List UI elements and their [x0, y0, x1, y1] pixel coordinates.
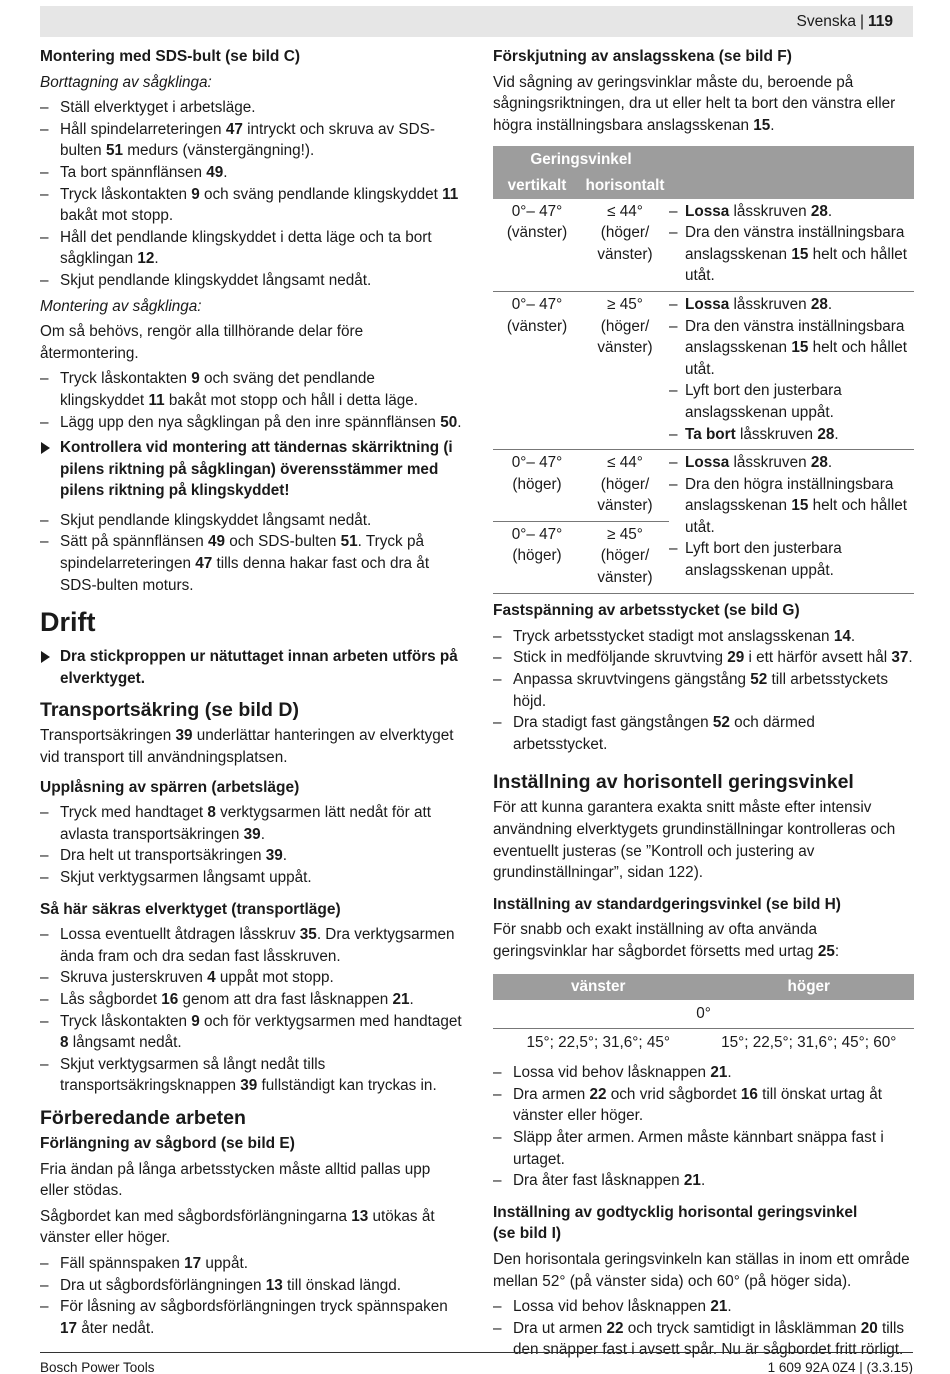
fence-heading: Förskjutning av anslagsskena (se bild F) — [493, 48, 792, 65]
list-item: – Ta bort låsskruven 28. — [669, 424, 914, 446]
vertical-side: (höger) — [512, 547, 562, 565]
list-item: – Dra helt ut transportsäkringen 39. — [40, 845, 462, 867]
horizontal-side: (höger/ — [600, 475, 650, 493]
list-item: – Skjut verktygsarmen långsamt uppåt. — [40, 867, 462, 889]
page-header — [40, 6, 913, 37]
ext-text-2: Sågbordet kan med sågbordsförlängningarna 13 utökas åt vänster eller höger. — [40, 1207, 435, 1247]
horizontal-side: (höger/ — [600, 317, 650, 335]
horizontal-side-2: vänster) — [597, 339, 653, 357]
language-label: Svenska — [796, 13, 856, 30]
any-heading-line-2: (se bild I) — [493, 1225, 562, 1243]
list-item: – Tryck låskontakten 9 och sväng det pendlande klingskyddet 11 bakåt mot stopp och håll i detta läge. — [40, 368, 462, 411]
ext-list — [40, 1253, 462, 1339]
mitre-group-header: Geringsvinkel — [493, 146, 669, 173]
list-item: – Dra armen 22 och vrid sågbordet 16 till önskat urtag åt vänster eller höger. — [493, 1084, 913, 1127]
list-item: – Skruva justerskruven 4 uppåt mot stopp. — [40, 967, 462, 989]
horizontal-angle: ≥ 45° — [607, 525, 643, 543]
list-item: – Lossa vid behov låsknappen 21. — [493, 1062, 913, 1084]
std-col-right: höger — [704, 974, 915, 1000]
footer-brand: Bosch Power Tools — [40, 1360, 155, 1374]
mitre-table — [493, 146, 914, 594]
list-item: – Släpp åter armen. Armen måste kännbart snäppa fast i urtaget. — [493, 1127, 913, 1170]
clamp-list — [493, 626, 913, 756]
list-item: – Tryck med handtaget 8 verktygsarmen lätt nedåt för att avlasta transportsäkringen 39. — [40, 802, 462, 845]
horiz-text: För att kunna garantera exakta snitt måste efter intensiv användning elverktygets grundinställningar kontrolleras och eventuellt justeras (se ”Kontroll och justering av grundinställningar”, sidan 122). — [493, 799, 896, 882]
list-item: – Lägg upp den nya sågklingan på den inre spännflänsen 50. — [40, 412, 462, 434]
vertical-angle: 0°– 47° — [511, 525, 563, 543]
list-item: – Fäll spännspaken 17 uppåt. — [40, 1253, 462, 1275]
vertical-side: (höger) — [512, 475, 562, 493]
mount-subtitle: Montering av sågklinga: — [40, 297, 202, 315]
list-item: – Lossa låsskruven 28. — [669, 452, 914, 474]
list-item: – Dra åter fast låsknappen 21. — [493, 1170, 913, 1192]
transport-heading: Transportsäkring (se bild D) — [40, 699, 299, 722]
list-item: – Tryck arbetsstycket stadigt mot anslagsskenan 14. — [493, 626, 913, 648]
transport-text: Transportsäkringen 39 underlättar hanteringen av elverktyget vid transport till användningsplatsen. — [40, 727, 454, 767]
col-action-header — [669, 173, 914, 199]
horizontal-side-2: vänster) — [597, 569, 653, 587]
secure-list — [40, 924, 462, 1097]
row-actions — [669, 201, 914, 287]
table-row — [493, 450, 914, 522]
vertical-angle: 0°– 47° — [511, 202, 563, 220]
clamp-heading: Fastspänning av arbetsstycket (se bild G) — [493, 602, 800, 620]
ext-text-1: Fria ändan på långa arbetsstycken måste alltid pallas upp eller stödas. — [40, 1160, 431, 1200]
mount-list — [40, 368, 462, 433]
right-column — [493, 46, 913, 1361]
list-item: – Stick in medföljande skruvtving 29 i ett härför avsett hål 37. — [493, 647, 913, 669]
table-bottom-rule — [493, 593, 914, 594]
drift-warning — [40, 646, 462, 689]
removal-subtitle: Borttagning av sågklinga: — [40, 73, 212, 91]
std-left-values: 15°; 22,5°; 31,6°; 45° — [493, 1028, 704, 1056]
std-heading: Inställning av standardgeringsvinkel (se bild H) — [493, 895, 841, 913]
warning-triangle-icon — [41, 442, 50, 454]
footer-doc-id: 1 609 92A 0Z4 | (3.3.15) — [767, 1360, 913, 1374]
row-actions — [669, 452, 914, 582]
list-item: – Lossa låsskruven 28. — [669, 294, 914, 316]
horizontal-side: (höger/ — [600, 547, 650, 565]
vertical-angle: 0°– 47° — [511, 454, 563, 472]
std-angle-table — [493, 974, 914, 1056]
horizontal-angle: ≥ 45° — [607, 295, 643, 313]
list-item: – Lyft bort den justerbara anslagsskenan uppåt. — [669, 538, 914, 581]
list-item: – Dra den vänstra inställningsbara anslagsskenan 15 helt och hållet utåt. — [669, 316, 914, 381]
std-text: För snabb och exakt inställning av ofta använda geringsvinklar har sågbordet försetts med urtag 25: — [493, 921, 840, 960]
std-center-value: 0° — [696, 1005, 711, 1023]
vertical-angle: 0°– 47° — [511, 295, 563, 313]
secure-heading: Så här säkras elverktyget (transportläge) — [40, 900, 341, 918]
drift-warning-text: Dra stickproppen ur nätuttaget innan arbeten utförs på elverktyget. — [60, 648, 458, 687]
vertical-side: (vänster) — [506, 317, 568, 335]
list-item: – Lyft bort den justerbara anslagsskenan uppåt. — [669, 380, 914, 423]
list-item: – Skjut pendlande klingskyddet långsamt nedåt. — [40, 510, 462, 532]
mount-warning — [40, 437, 462, 502]
removal-list — [40, 97, 462, 291]
list-item: – Ställ elverktyget i arbetsläge. — [40, 97, 462, 119]
any-text: Den horisontala geringsvinkeln kan ställas in inom ett område mellan 52° (på vänster sida) och 60° (på höger sida). — [493, 1251, 910, 1290]
unlock-list — [40, 802, 462, 888]
std-list — [493, 1062, 913, 1192]
list-item: – Ta bort spännflänsen 49. — [40, 162, 462, 184]
list-item: – Anpassa skruvtvingens gängstång 52 till arbetsstyckets höjd. — [493, 669, 913, 712]
sds-title: Montering med SDS-bult (se bild C) — [40, 48, 301, 65]
table-row — [493, 291, 914, 449]
horizontal-side-2: vänster) — [597, 497, 653, 515]
horiz-heading: Inställning av horisontell geringsvinkel — [493, 771, 854, 794]
row-actions — [669, 294, 914, 445]
mount-intro: Om så behövs, rengör alla tillhörande delar före återmontering. — [40, 323, 364, 362]
list-item: – Lossa eventuellt åtdragen låsskruv 35. Dra verktygsarmen ända fram och dra sedan fast låsskruven. — [40, 924, 462, 967]
list-item: – Dra ut armen 22 och tryck samtidigt in låsklämman 20 tills den snäpper fast i avsett spår. Nu är sågbordet fritt rörligt. — [493, 1318, 913, 1361]
list-item: – Dra den högra inställningsbara anslagsskenan 15 helt och hållet utåt. — [669, 474, 914, 539]
horizontal-angle: ≤ 44° — [607, 202, 643, 220]
list-item: – För låsning av sågbordsförlängningen tryck spännspaken 17 åter nedåt. — [40, 1296, 462, 1339]
page-number: 119 — [867, 13, 893, 30]
list-item: – Håll spindelarreteringen 47 intryckt och skruva av SDS-bulten 51 medurs (vänstergängning!). — [40, 119, 462, 162]
horizontal-side-2: vänster) — [597, 245, 653, 263]
list-item: – Lossa vid behov låsknappen 21. — [493, 1296, 913, 1318]
any-heading-line-1: Inställning av godtycklig horisontal geringsvinkel — [493, 1203, 858, 1221]
list-item: – Håll det pendlande klingskyddet i detta läge och ta bort sågklingan 12. — [40, 227, 462, 270]
list-item: – Dra ut sågbordsförlängningen 13 till önskad längd. — [40, 1275, 462, 1297]
list-item: – Lossa låsskruven 28. — [669, 201, 914, 223]
header-separator: | — [859, 13, 864, 30]
warning-triangle-icon — [41, 651, 50, 663]
list-item: – Lås sågbordet 16 genom att dra fast låsknappen 21. — [40, 989, 462, 1011]
std-col-left: vänster — [493, 974, 704, 1000]
left-column — [40, 46, 462, 1339]
header-label — [797, 11, 894, 33]
col-vertical: vertikalt — [493, 173, 581, 199]
fence-text: Vid sågning av geringsvinklar måste du, beroende på sågningsriktningen, dra ut eller helt ta bort den vänstra eller högra inställningsbara anslagsskenan 15. — [493, 73, 896, 134]
std-right-values: 15°; 22,5°; 31,6°; 45°; 60° — [704, 1028, 915, 1056]
page-footer — [40, 1352, 913, 1374]
list-item: – Sätt på spännflänsen 49 och SDS-bulten 51. Tryck på spindelarreteringen 47 tills denna hakar fast och dra åt SDS-bulten moturs. — [40, 531, 462, 596]
list-item: – Dra den vänstra inställningsbara anslagsskenan 15 helt och hållet utåt. — [669, 222, 914, 287]
prep-heading: Förberedande arbeten — [40, 1106, 246, 1129]
list-item: – Skjut pendlande klingskyddet långsamt nedåt. — [40, 270, 462, 292]
horizontal-angle: ≤ 44° — [607, 454, 643, 472]
list-item: – Skjut verktygsarmen så långt nedåt tills transportsäkringsknappen 39 fullständigt kan tryckas in. — [40, 1054, 462, 1097]
list-item: – Tryck låskontakten 9 och för verktygsarmen med handtaget 8 långsamt nedåt. — [40, 1011, 462, 1054]
list-item: – Tryck låskontakten 9 och sväng pendlande klingskyddet 11 bakåt mot stopp. — [40, 184, 462, 227]
list-item: – Dra stadigt fast gängstången 52 och därmed arbetsstycket. — [493, 712, 913, 755]
mount-warning-text: Kontrollera vid montering att tändernas skärriktning (i pilens riktning på sågklingan) överensstämmer med pilens riktning på klingskyddet! — [60, 439, 453, 500]
table-row — [493, 199, 914, 292]
drift-heading: Drift — [40, 607, 96, 638]
col-horizontal: horisontalt — [581, 173, 669, 199]
horizontal-side: (höger/ — [600, 224, 650, 242]
any-heading — [493, 1202, 913, 1245]
vertical-side: (vänster) — [506, 224, 568, 242]
mount-list-2 — [40, 510, 462, 596]
mitre-empty-header — [669, 146, 914, 173]
ext-heading: Förlängning av sågbord (se bild E) — [40, 1134, 295, 1152]
unlock-heading: Upplåsning av spärren (arbetsläge) — [40, 778, 300, 796]
